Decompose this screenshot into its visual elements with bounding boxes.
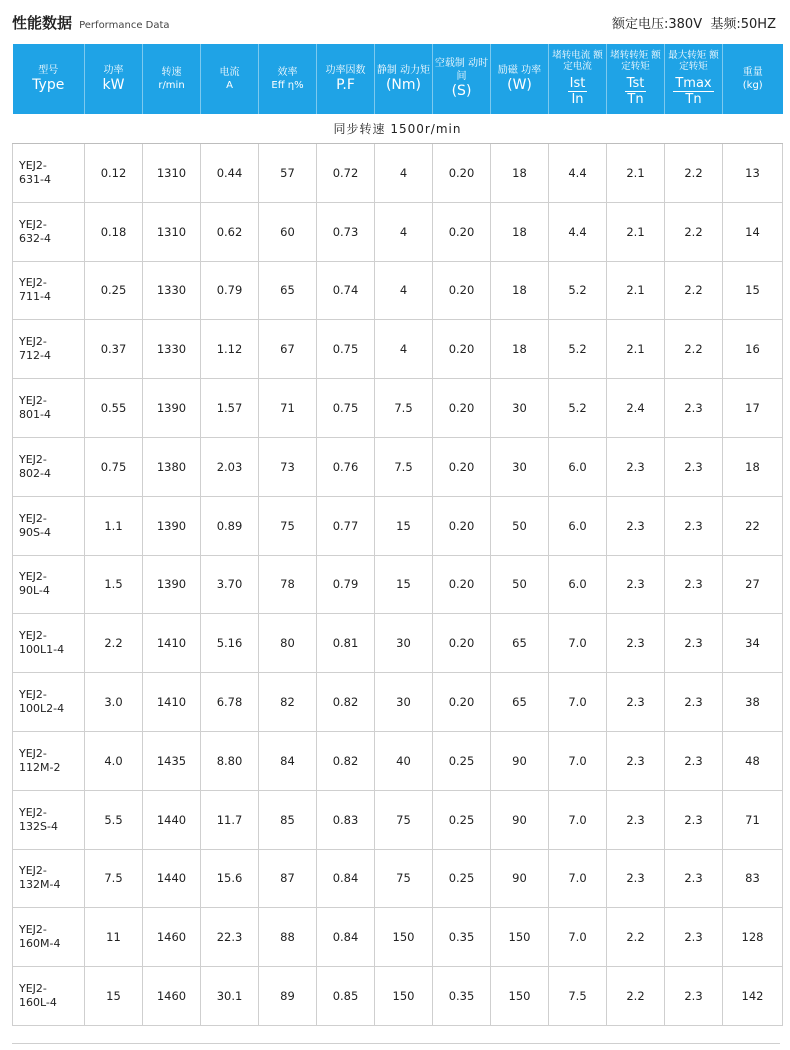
cell-power-factor: 0.79	[317, 555, 375, 614]
cell-brake-torque: 30	[375, 673, 433, 732]
cell-excitation-power: 150	[491, 908, 549, 967]
cell-power: 0.18	[85, 202, 143, 261]
type-suffix: 100L2-4	[19, 702, 65, 716]
cell-tmax-tn: 2.3	[665, 967, 723, 1026]
type-prefix: YEJ2-	[19, 923, 47, 937]
cell-weight: 14	[723, 202, 783, 261]
cell-power: 15	[85, 967, 143, 1026]
cell-brake-time: 0.20	[433, 555, 491, 614]
cell-tmax-tn: 2.3	[665, 496, 723, 555]
cell-weight: 83	[723, 849, 783, 908]
cell-brake-time: 0.25	[433, 731, 491, 790]
cell-tmax-tn: 2.2	[665, 320, 723, 379]
type-prefix: YEJ2-	[19, 864, 47, 878]
col-header-current	[201, 44, 259, 114]
type-suffix: 160M-4	[19, 937, 61, 951]
cell-speed: 1390	[143, 555, 201, 614]
rated-info	[612, 13, 776, 32]
cell-power: 0.25	[85, 261, 143, 320]
col-header-tst-tn	[607, 44, 665, 114]
type-suffix: 801-4	[19, 408, 51, 422]
cell-excitation-power: 65	[491, 673, 549, 732]
ratio-numerator: Tmax	[675, 76, 712, 91]
cell-ist-in: 5.2	[549, 379, 607, 438]
cell-current: 1.12	[201, 320, 259, 379]
cell-tmax-tn: 2.3	[665, 908, 723, 967]
cell-type	[13, 614, 85, 673]
cell-weight: 128	[723, 908, 783, 967]
cell-current: 11.7	[201, 790, 259, 849]
cell-excitation-power: 18	[491, 202, 549, 261]
table-row	[13, 202, 783, 261]
cell-efficiency: 85	[259, 790, 317, 849]
cell-power: 11	[85, 908, 143, 967]
cell-brake-torque: 75	[375, 849, 433, 908]
cell-brake-torque: 7.5	[375, 437, 433, 496]
cell-brake-torque: 4	[375, 144, 433, 203]
cell-tst-tn: 2.3	[607, 849, 665, 908]
col-header-en: P.F	[336, 76, 355, 93]
cell-power: 5.5	[85, 790, 143, 849]
cell-power: 0.75	[85, 437, 143, 496]
type-prefix: YEJ2-	[19, 394, 47, 408]
performance-table	[12, 44, 783, 1026]
cell-type	[13, 790, 85, 849]
table-row	[13, 437, 783, 496]
cell-brake-torque: 150	[375, 967, 433, 1026]
cell-excitation-power: 30	[491, 379, 549, 438]
cell-current: 5.16	[201, 614, 259, 673]
type-suffix: 100L1-4	[19, 643, 65, 657]
cell-type	[13, 967, 85, 1026]
cell-power-factor: 0.74	[317, 261, 375, 320]
cell-excitation-power: 90	[491, 731, 549, 790]
type-prefix: YEJ2-	[19, 805, 47, 819]
cell-current: 0.44	[201, 144, 259, 203]
cell-efficiency: 65	[259, 261, 317, 320]
cell-power-factor: 0.83	[317, 790, 375, 849]
ratio-numerator: Tst	[626, 76, 645, 91]
cell-tst-tn: 2.2	[607, 967, 665, 1026]
cell-efficiency: 88	[259, 908, 317, 967]
cell-power-factor: 0.72	[317, 144, 375, 203]
table-row	[13, 790, 783, 849]
table-row	[13, 908, 783, 967]
cell-type	[13, 908, 85, 967]
cell-type	[13, 379, 85, 438]
col-header-cn: 电流	[219, 66, 240, 78]
cell-tst-tn: 2.4	[607, 379, 665, 438]
cell-tst-tn: 2.3	[607, 731, 665, 790]
cell-tst-tn: 2.3	[607, 673, 665, 732]
col-header-excitation	[491, 44, 549, 114]
cell-excitation-power: 50	[491, 496, 549, 555]
cell-tmax-tn: 2.3	[665, 555, 723, 614]
type-suffix: 90L-4	[19, 584, 50, 598]
cell-tst-tn: 2.1	[607, 144, 665, 203]
cell-brake-time: 0.20	[433, 261, 491, 320]
cell-current: 0.62	[201, 202, 259, 261]
cell-brake-torque: 4	[375, 202, 433, 261]
type-suffix: 132M-4	[19, 878, 61, 892]
type-suffix: 802-4	[19, 466, 51, 480]
cell-excitation-power: 18	[491, 144, 549, 203]
cell-ist-in: 5.2	[549, 261, 607, 320]
type-suffix: 712-4	[19, 349, 51, 363]
cell-tst-tn: 2.1	[607, 261, 665, 320]
cell-brake-time: 0.25	[433, 790, 491, 849]
cell-ist-in: 6.0	[549, 437, 607, 496]
type-prefix: YEJ2-	[19, 158, 47, 172]
cell-brake-torque: 4	[375, 320, 433, 379]
cell-speed: 1460	[143, 967, 201, 1026]
col-header-cn: 效率	[277, 66, 298, 78]
cell-speed: 1390	[143, 379, 201, 438]
col-header-cn: 功率因数	[325, 64, 366, 76]
col-header-en: (Nm)	[385, 76, 422, 93]
cell-type	[13, 555, 85, 614]
col-header-efficiency	[259, 44, 317, 114]
cell-type	[13, 496, 85, 555]
table-row	[13, 673, 783, 732]
type-suffix: 631-4	[19, 172, 51, 186]
cell-speed: 1410	[143, 673, 201, 732]
cell-tmax-tn: 2.2	[665, 202, 723, 261]
cell-current: 22.3	[201, 908, 259, 967]
cell-type	[13, 437, 85, 496]
cell-brake-torque: 15	[375, 496, 433, 555]
cell-power-factor: 0.85	[317, 967, 375, 1026]
cell-ist-in: 7.0	[549, 614, 607, 673]
col-header-en: kW	[102, 76, 125, 93]
cell-brake-time: 0.20	[433, 379, 491, 438]
cell-efficiency: 78	[259, 555, 317, 614]
cell-type	[13, 144, 85, 203]
rated-voltage-label: 额定电压:	[612, 17, 669, 32]
cell-ist-in: 4.4	[549, 202, 607, 261]
cell-power: 2.2	[85, 614, 143, 673]
cell-excitation-power: 30	[491, 437, 549, 496]
cell-brake-time: 0.20	[433, 673, 491, 732]
cell-type	[13, 673, 85, 732]
cell-tmax-tn: 2.3	[665, 379, 723, 438]
table-row	[13, 320, 783, 379]
cell-power-factor: 0.76	[317, 437, 375, 496]
cell-tst-tn: 2.3	[607, 437, 665, 496]
col-header-cn: 空载制 动时间	[434, 58, 489, 82]
cell-power: 3.0	[85, 673, 143, 732]
cell-efficiency: 87	[259, 849, 317, 908]
cell-weight: 71	[723, 790, 783, 849]
cell-brake-time: 0.20	[433, 614, 491, 673]
cell-current: 3.70	[201, 555, 259, 614]
cell-weight: 34	[723, 614, 783, 673]
cell-brake-torque: 30	[375, 614, 433, 673]
col-header-en: Eff η%	[271, 79, 304, 91]
cell-current: 30.1	[201, 967, 259, 1026]
cell-efficiency: 57	[259, 144, 317, 203]
cell-tst-tn: 2.3	[607, 555, 665, 614]
col-header-cn: 功率	[103, 64, 124, 76]
cell-power-factor: 0.75	[317, 320, 375, 379]
cell-tst-tn: 2.1	[607, 202, 665, 261]
cell-power: 1.1	[85, 496, 143, 555]
cell-efficiency: 73	[259, 437, 317, 496]
cell-weight: 16	[723, 320, 783, 379]
cell-tmax-tn: 2.3	[665, 437, 723, 496]
cell-weight: 22	[723, 496, 783, 555]
table-row	[13, 731, 783, 790]
cell-efficiency: 67	[259, 320, 317, 379]
cell-type	[13, 261, 85, 320]
cell-current: 0.79	[201, 261, 259, 320]
cell-excitation-power: 18	[491, 261, 549, 320]
type-prefix: YEJ2-	[19, 629, 47, 643]
frequency-value: 50HZ	[740, 17, 776, 32]
cell-current: 2.03	[201, 437, 259, 496]
cell-brake-time: 0.20	[433, 496, 491, 555]
cell-weight: 17	[723, 379, 783, 438]
cell-speed: 1330	[143, 261, 201, 320]
cell-ist-in: 6.0	[549, 555, 607, 614]
cell-speed: 1440	[143, 790, 201, 849]
header-row	[13, 44, 783, 114]
cell-brake-time: 0.35	[433, 908, 491, 967]
type-suffix: 112M-2	[19, 760, 61, 774]
table-bottom-border	[12, 1043, 780, 1044]
cell-ist-in: 7.0	[549, 908, 607, 967]
cell-power: 0.55	[85, 379, 143, 438]
cell-ist-in: 5.2	[549, 320, 607, 379]
cell-efficiency: 82	[259, 673, 317, 732]
cell-brake-torque: 4	[375, 261, 433, 320]
col-header-en: (W)	[507, 76, 532, 93]
cell-current: 1.57	[201, 379, 259, 438]
cell-current: 15.6	[201, 849, 259, 908]
cell-power: 7.5	[85, 849, 143, 908]
type-prefix: YEJ2-	[19, 982, 47, 996]
cell-type	[13, 849, 85, 908]
cell-tst-tn: 2.3	[607, 790, 665, 849]
table-row	[13, 261, 783, 320]
ratio-denominator: Tn	[685, 92, 702, 107]
cell-tst-tn: 2.2	[607, 908, 665, 967]
col-header-en: r/min	[158, 79, 185, 91]
col-header-type	[13, 44, 85, 114]
cell-weight: 15	[723, 261, 783, 320]
cell-speed: 1410	[143, 614, 201, 673]
cell-type	[13, 202, 85, 261]
table-row	[13, 614, 783, 673]
cell-current: 0.89	[201, 496, 259, 555]
cell-tmax-tn: 2.3	[665, 673, 723, 732]
table-row	[13, 379, 783, 438]
cell-excitation-power: 90	[491, 790, 549, 849]
col-header-cn: 转速	[161, 66, 182, 78]
cell-power-factor: 0.77	[317, 496, 375, 555]
cell-tmax-tn: 2.2	[665, 144, 723, 203]
cell-efficiency: 89	[259, 967, 317, 1026]
cell-weight: 48	[723, 731, 783, 790]
cell-current: 8.80	[201, 731, 259, 790]
cell-type	[13, 320, 85, 379]
cell-weight: 27	[723, 555, 783, 614]
col-header-en: Type	[32, 76, 65, 93]
cell-tmax-tn: 2.3	[665, 731, 723, 790]
cell-efficiency: 80	[259, 614, 317, 673]
cell-power-factor: 0.82	[317, 673, 375, 732]
cell-power: 0.12	[85, 144, 143, 203]
ratio-numerator: Ist	[569, 76, 586, 91]
cell-excitation-power: 150	[491, 967, 549, 1026]
type-prefix: YEJ2-	[19, 570, 47, 584]
cell-speed: 1435	[143, 731, 201, 790]
col-header-tmax-tn	[665, 44, 723, 114]
cell-tmax-tn: 2.3	[665, 614, 723, 673]
cell-speed: 1310	[143, 144, 201, 203]
ratio-denominator: Tn	[627, 92, 644, 107]
cell-tmax-tn: 2.3	[665, 849, 723, 908]
type-suffix: 160L-4	[19, 996, 57, 1010]
type-prefix: YEJ2-	[19, 746, 47, 760]
cell-speed: 1310	[143, 202, 201, 261]
cell-power-factor: 0.84	[317, 849, 375, 908]
col-header-en: (S)	[451, 83, 472, 99]
cell-ist-in: 7.0	[549, 731, 607, 790]
cell-weight: 18	[723, 437, 783, 496]
col-header-cn: 静制 动力矩	[376, 64, 431, 76]
cell-power-factor: 0.73	[317, 202, 375, 261]
ratio-denominator: In	[571, 92, 584, 107]
col-header-power-factor	[317, 44, 375, 114]
col-header-cn: 最大转矩 额定转矩	[668, 50, 719, 72]
page-title	[12, 12, 170, 33]
cell-weight: 13	[723, 144, 783, 203]
col-header-en: A	[226, 79, 233, 91]
cell-brake-time: 0.20	[433, 437, 491, 496]
cell-brake-torque: 40	[375, 731, 433, 790]
col-header-power	[85, 44, 143, 114]
col-header-ist-in	[549, 44, 607, 114]
col-header-en: (kg)	[742, 79, 763, 91]
cell-speed: 1330	[143, 320, 201, 379]
type-suffix: 90S-4	[19, 525, 51, 539]
type-prefix: YEJ2-	[19, 688, 47, 702]
table-row	[13, 555, 783, 614]
cell-ist-in: 6.0	[549, 496, 607, 555]
cell-power: 4.0	[85, 731, 143, 790]
cell-speed: 1380	[143, 437, 201, 496]
cell-ist-in: 7.0	[549, 849, 607, 908]
cell-excitation-power: 18	[491, 320, 549, 379]
col-header-weight	[723, 44, 783, 114]
cell-ist-in: 7.5	[549, 967, 607, 1026]
col-header-cn: 堵转电流 额定电流	[552, 50, 603, 72]
top-bar	[0, 0, 790, 44]
cell-ist-in: 7.0	[549, 673, 607, 732]
cell-weight: 142	[723, 967, 783, 1026]
cell-brake-time: 0.35	[433, 967, 491, 1026]
cell-tst-tn: 2.1	[607, 320, 665, 379]
col-header-cn: 堵转转矩 额定转矩	[610, 50, 661, 72]
type-prefix: YEJ2-	[19, 452, 47, 466]
col-header-brake-torque	[375, 44, 433, 114]
col-header-cn: 型号	[38, 64, 59, 76]
table-row	[13, 144, 783, 203]
col-header-brake-time	[433, 44, 491, 114]
table-row	[13, 496, 783, 555]
cell-power-factor: 0.75	[317, 379, 375, 438]
cell-brake-time: 0.20	[433, 320, 491, 379]
cell-tmax-tn: 2.3	[665, 790, 723, 849]
cell-brake-torque: 7.5	[375, 379, 433, 438]
cell-excitation-power: 90	[491, 849, 549, 908]
table-row	[13, 967, 783, 1026]
type-prefix: YEJ2-	[19, 335, 47, 349]
cell-brake-torque: 75	[375, 790, 433, 849]
cell-efficiency: 71	[259, 379, 317, 438]
type-prefix: YEJ2-	[19, 511, 47, 525]
title-cn: 性能数据	[12, 14, 73, 32]
cell-brake-time: 0.25	[433, 849, 491, 908]
cell-power: 0.37	[85, 320, 143, 379]
cell-excitation-power: 50	[491, 555, 549, 614]
rated-voltage-value: 380V	[668, 17, 703, 32]
cell-power-factor: 0.81	[317, 614, 375, 673]
cell-speed: 1460	[143, 908, 201, 967]
cell-tmax-tn: 2.2	[665, 261, 723, 320]
cell-efficiency: 84	[259, 731, 317, 790]
type-suffix: 632-4	[19, 231, 51, 245]
cell-brake-torque: 15	[375, 555, 433, 614]
frequency-label: 基频:	[710, 17, 741, 32]
cell-power-factor: 0.84	[317, 908, 375, 967]
col-header-cn: 励磁 功率	[497, 64, 542, 76]
type-prefix: YEJ2-	[19, 276, 47, 290]
cell-brake-time: 0.20	[433, 144, 491, 203]
section-label: 同步转速 1500r/min	[13, 114, 783, 144]
cell-type	[13, 731, 85, 790]
col-header-cn: 重量	[742, 66, 763, 78]
cell-brake-time: 0.20	[433, 202, 491, 261]
cell-current: 6.78	[201, 673, 259, 732]
cell-tst-tn: 2.3	[607, 496, 665, 555]
cell-ist-in: 4.4	[549, 144, 607, 203]
cell-excitation-power: 65	[491, 614, 549, 673]
cell-tst-tn: 2.3	[607, 614, 665, 673]
section-row	[13, 114, 783, 144]
cell-efficiency: 75	[259, 496, 317, 555]
cell-weight: 38	[723, 673, 783, 732]
type-suffix: 711-4	[19, 290, 51, 304]
col-header-speed	[143, 44, 201, 114]
table-row	[13, 849, 783, 908]
cell-speed: 1390	[143, 496, 201, 555]
title-en: Performance Data	[79, 20, 170, 31]
cell-ist-in: 7.0	[549, 790, 607, 849]
type-suffix: 132S-4	[19, 819, 58, 833]
type-prefix: YEJ2-	[19, 217, 47, 231]
cell-power: 1.5	[85, 555, 143, 614]
cell-power-factor: 0.82	[317, 731, 375, 790]
cell-speed: 1440	[143, 849, 201, 908]
cell-brake-torque: 150	[375, 908, 433, 967]
cell-efficiency: 60	[259, 202, 317, 261]
